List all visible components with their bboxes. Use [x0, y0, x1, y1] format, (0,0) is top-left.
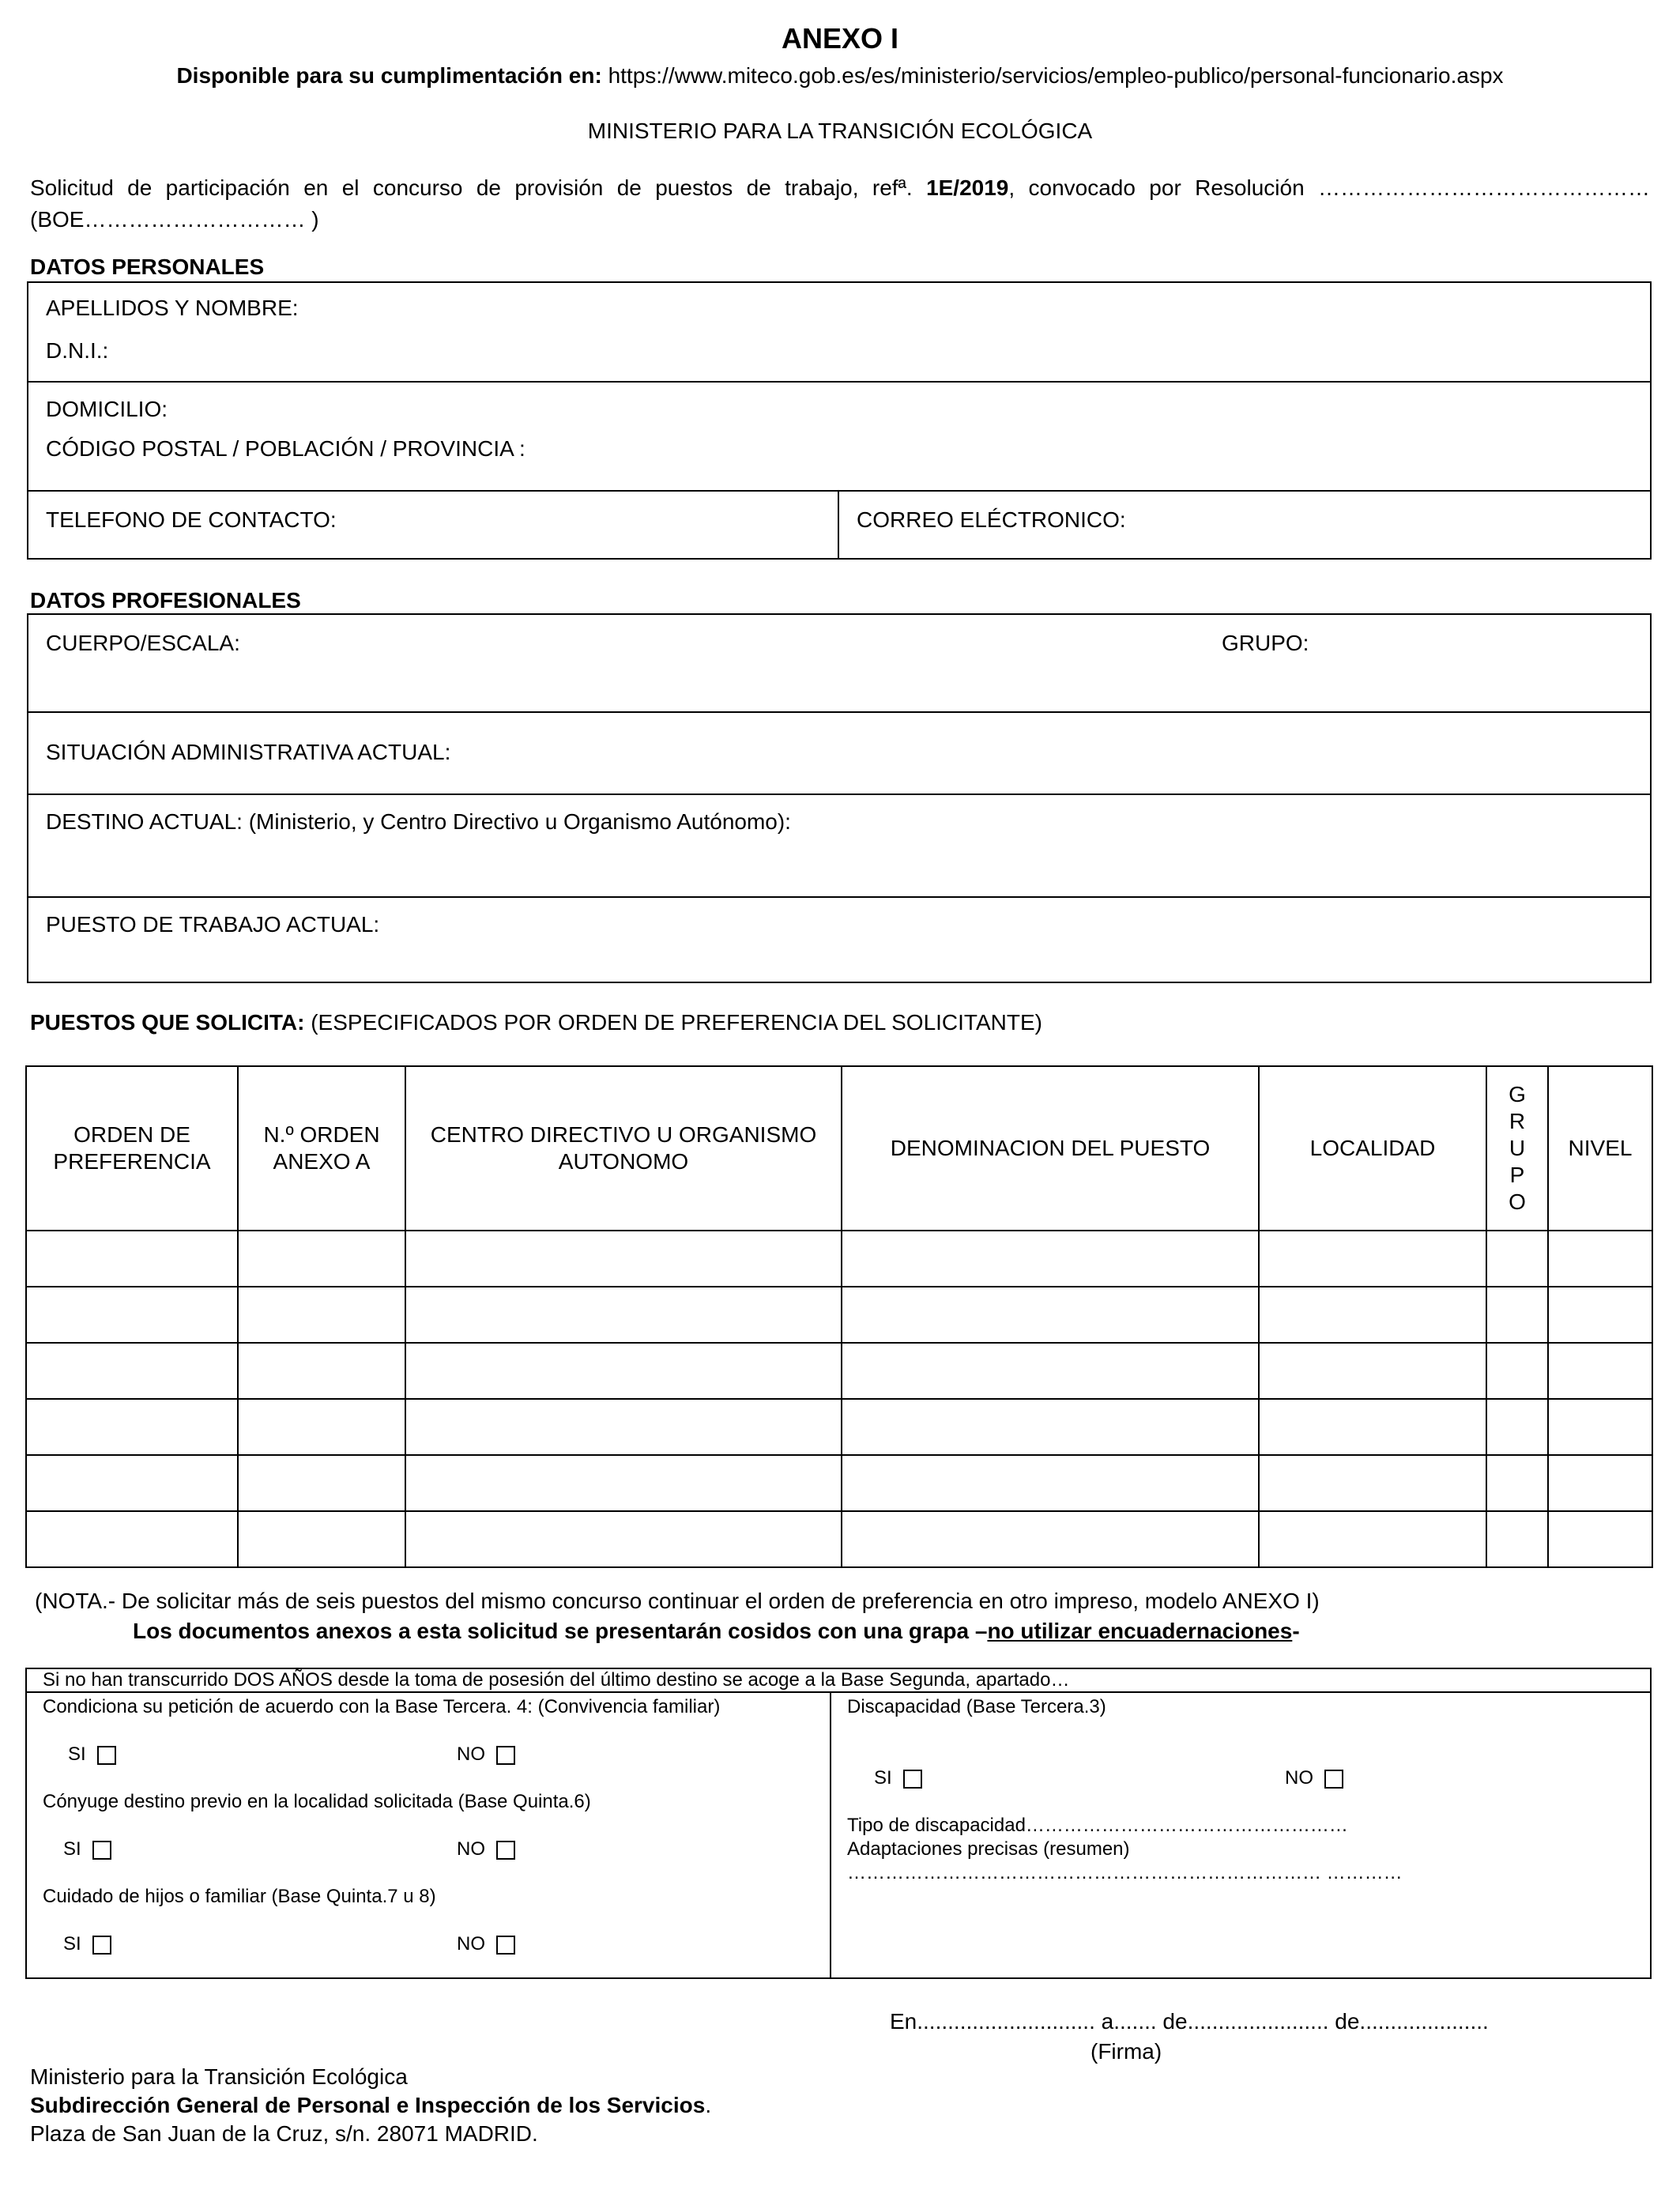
table-cell[interactable]: [1548, 1455, 1652, 1511]
table-cell[interactable]: [405, 1455, 842, 1511]
documents-note-text: Los documentos anexos a esta solicitud se presentarán cosidos con una grapa –: [133, 1619, 988, 1643]
checkbox[interactable]: [97, 1746, 116, 1765]
col-centro-directivo: CENTRO DIRECTIVO U ORGANISMO AUTONOMO: [405, 1066, 842, 1231]
posts-heading-rest: (ESPECIFICADOS POR ORDEN DE PREFERENCIA DEL SOLICITANTE): [304, 1010, 1042, 1035]
col-orden-anexo: N.º ORDEN ANEXO A: [238, 1066, 405, 1231]
personal-heading: DATOS PERSONALES: [30, 254, 265, 279]
condition-spouse-no[interactable]: [457, 1838, 515, 1860]
condition-family-no[interactable]: [457, 1744, 515, 1766]
table-row: [26, 1343, 1652, 1399]
footer-ministry: Ministerio para la Transición Ecológica: [30, 2064, 408, 2089]
signature-label: (Firma): [1090, 2039, 1162, 2064]
no-label: NO: [457, 1933, 485, 1955]
footer-street: Plaza de San Juan de la Cruz, s/n. 28071 MADRID.: [30, 2121, 538, 2146]
footer-address: [30, 2063, 711, 2148]
disability-no[interactable]: [1285, 1767, 1343, 1789]
table-cell[interactable]: [1548, 1231, 1652, 1287]
table-row: [26, 1511, 1652, 1567]
disability-si[interactable]: [874, 1767, 922, 1789]
table-cell[interactable]: [1486, 1231, 1548, 1287]
disability-type-field[interactable]: Tipo de discapacidad……………………………………………: [847, 1815, 1348, 1836]
col-orden-preferencia: ORDEN DE PREFERENCIA: [26, 1066, 238, 1231]
table-cell[interactable]: [26, 1399, 238, 1455]
name-field[interactable]: APELLIDOS Y NOMBRE:: [46, 296, 299, 320]
postal-field[interactable]: CÓDIGO POSTAL / POBLACIÓN / PROVINCIA :: [46, 436, 525, 461]
table-cell[interactable]: [26, 1287, 238, 1343]
documents-note: [133, 1619, 1300, 1644]
table-cell[interactable]: [238, 1231, 405, 1287]
checkbox[interactable]: [1324, 1770, 1343, 1789]
group-field[interactable]: GRUPO:: [1222, 631, 1309, 655]
request-paragraph: [30, 172, 1650, 236]
si-label: SI: [68, 1744, 86, 1765]
corps-field[interactable]: CUERPO/ESCALA:: [46, 631, 240, 655]
table-cell[interactable]: [238, 1343, 405, 1399]
posts-heading: [30, 1010, 1042, 1035]
divider: [27, 490, 1652, 492]
condition-family-si[interactable]: [68, 1744, 116, 1766]
table-row: [26, 1455, 1652, 1511]
table-cell[interactable]: [1548, 1511, 1652, 1567]
table-cell[interactable]: [238, 1399, 405, 1455]
table-cell[interactable]: [1486, 1399, 1548, 1455]
posts-table: [25, 1065, 1653, 1568]
table-cell[interactable]: [26, 1231, 238, 1287]
table-cell[interactable]: [238, 1455, 405, 1511]
checkbox[interactable]: [496, 1841, 515, 1860]
checkbox[interactable]: [92, 1841, 111, 1860]
table-cell[interactable]: [1259, 1399, 1486, 1455]
table-cell[interactable]: [1548, 1343, 1652, 1399]
table-cell[interactable]: [1259, 1455, 1486, 1511]
divider: [27, 381, 1652, 383]
footer-subdirectorate-bold: Subdirección General de Personal e Inspección de los Servicios: [30, 2093, 706, 2117]
table-cell[interactable]: [1486, 1343, 1548, 1399]
table-cell[interactable]: [405, 1511, 842, 1567]
col-denominacion: DENOMINACION DEL PUESTO: [842, 1066, 1259, 1231]
table-cell[interactable]: [842, 1343, 1259, 1399]
table-cell[interactable]: [1486, 1511, 1548, 1567]
table-cell[interactable]: [1259, 1511, 1486, 1567]
divider: [27, 794, 1652, 795]
condition-care-no[interactable]: [457, 1933, 515, 1955]
current-post-field[interactable]: PUESTO DE TRABAJO ACTUAL:: [46, 912, 380, 937]
condition-spouse-label: Cónyuge destino previo en la localidad solicitada (Base Quinta.6): [43, 1791, 591, 1812]
request-ref: 1E/2019: [926, 175, 1009, 200]
table-cell[interactable]: [1259, 1343, 1486, 1399]
table-row: [26, 1287, 1652, 1343]
availability-label: Disponible para su cumplimentación en:: [176, 63, 602, 88]
adaptations-label: Adaptaciones precisas (resumen): [847, 1838, 1130, 1860]
table-cell[interactable]: [26, 1511, 238, 1567]
no-label: NO: [457, 1744, 485, 1765]
availability-url[interactable]: https://www.miteco.gob.es/es/ministerio/servicios/empleo-publico/personal-funcionario.aspx: [608, 63, 1504, 88]
checkbox[interactable]: [496, 1936, 515, 1955]
situation-field[interactable]: SITUACIÓN ADMINISTRATIVA ACTUAL:: [46, 740, 451, 764]
divider: [838, 490, 839, 560]
table-cell[interactable]: [842, 1399, 1259, 1455]
adaptations-field[interactable]: ………………………………………………………………… …………: [847, 1862, 1403, 1883]
address-field[interactable]: DOMICILIO:: [46, 397, 168, 421]
ministry-name: MINISTERIO PARA LA TRANSICIÓN ECOLÓGICA: [587, 119, 1093, 143]
checkbox[interactable]: [496, 1746, 515, 1765]
professional-heading: DATOS PROFESIONALES: [30, 588, 301, 613]
table-cell[interactable]: [1259, 1231, 1486, 1287]
request-text-end: , convocado por Resolución ……………………………………… (BOE………………………… ): [30, 175, 1650, 232]
divider: [830, 1691, 831, 1979]
email-field[interactable]: CORREO ELÉCTRONICO:: [857, 507, 1126, 532]
page-title: ANEXO I: [781, 22, 899, 55]
destination-field[interactable]: DESTINO ACTUAL: (Ministerio, y Centro Directivo u Organismo Autónomo):: [46, 809, 791, 834]
footer-subdirectorate: [30, 2091, 711, 2120]
table-cell[interactable]: [1548, 1287, 1652, 1343]
checkbox[interactable]: [92, 1936, 111, 1955]
col-localidad: LOCALIDAD: [1259, 1066, 1486, 1231]
phone-field[interactable]: TELEFONO DE CONTACTO:: [46, 507, 337, 532]
table-cell[interactable]: [842, 1455, 1259, 1511]
table-row: [26, 1231, 1652, 1287]
table-cell[interactable]: [26, 1343, 238, 1399]
table-cell[interactable]: [405, 1399, 842, 1455]
table-cell[interactable]: [1548, 1399, 1652, 1455]
table-cell[interactable]: [238, 1511, 405, 1567]
request-text: Solicitud de participación en el concurso de provisión de puestos de trabajo, refª.: [30, 175, 927, 200]
condition-family-label: Condiciona su petición de acuerdo con la Base Tercera. 4: (Convivencia familiar): [43, 1696, 721, 1717]
documents-note-end: -: [1292, 1619, 1300, 1643]
footer-period: .: [705, 2093, 712, 2117]
table-row: [26, 1399, 1652, 1455]
table-cell[interactable]: [842, 1511, 1259, 1567]
si-label: SI: [63, 1933, 81, 1955]
si-label: SI: [874, 1767, 892, 1789]
table-cell[interactable]: [26, 1455, 238, 1511]
table-cell[interactable]: [405, 1287, 842, 1343]
table-cell[interactable]: [842, 1231, 1259, 1287]
divider: [27, 711, 1652, 713]
divider: [27, 896, 1652, 898]
posts-heading-bold: PUESTOS QUE SOLICITA:: [30, 1010, 305, 1035]
place-date-line[interactable]: En............................. a....... de....................... de.....................: [890, 2009, 1489, 2034]
condition-care-label: Cuidado de hijos o familiar (Base Quinta.7 u 8): [43, 1886, 436, 1907]
table-cell[interactable]: [405, 1231, 842, 1287]
table-header-row: [26, 1066, 1652, 1231]
table-cell[interactable]: [842, 1287, 1259, 1343]
table-cell[interactable]: [238, 1287, 405, 1343]
col-nivel: NIVEL: [1548, 1066, 1652, 1231]
availability-line: [0, 63, 1680, 89]
no-label: NO: [457, 1838, 485, 1860]
note-text: (NOTA.- De solicitar más de seis puestos del mismo concurso continuar el orden de preferencia en otro impreso, modelo ANEXO I): [35, 1589, 1320, 1613]
condition-spouse-si[interactable]: [63, 1838, 111, 1860]
table-cell[interactable]: [1486, 1287, 1548, 1343]
divider: [25, 1691, 1652, 1693]
table-cell[interactable]: [1486, 1455, 1548, 1511]
table-cell[interactable]: [405, 1343, 842, 1399]
table-cell[interactable]: [1259, 1287, 1486, 1343]
two-years-note: Si no han transcurrido DOS AÑOS desde la toma de posesión del último destino se acoge a la Base Segunda, apartado…: [43, 1669, 1070, 1691]
si-label: SI: [63, 1838, 81, 1860]
no-label: NO: [1285, 1767, 1313, 1789]
col-grupo: [1486, 1066, 1548, 1231]
condition-care-si[interactable]: [63, 1933, 111, 1955]
dni-field[interactable]: D.N.I.:: [46, 338, 109, 363]
documents-note-underlined: no utilizar encuadernaciones: [987, 1619, 1293, 1643]
checkbox[interactable]: [903, 1770, 922, 1789]
disability-label: Discapacidad (Base Tercera.3): [847, 1696, 1106, 1717]
col-grupo-label: GRUPO: [1509, 1082, 1526, 1214]
